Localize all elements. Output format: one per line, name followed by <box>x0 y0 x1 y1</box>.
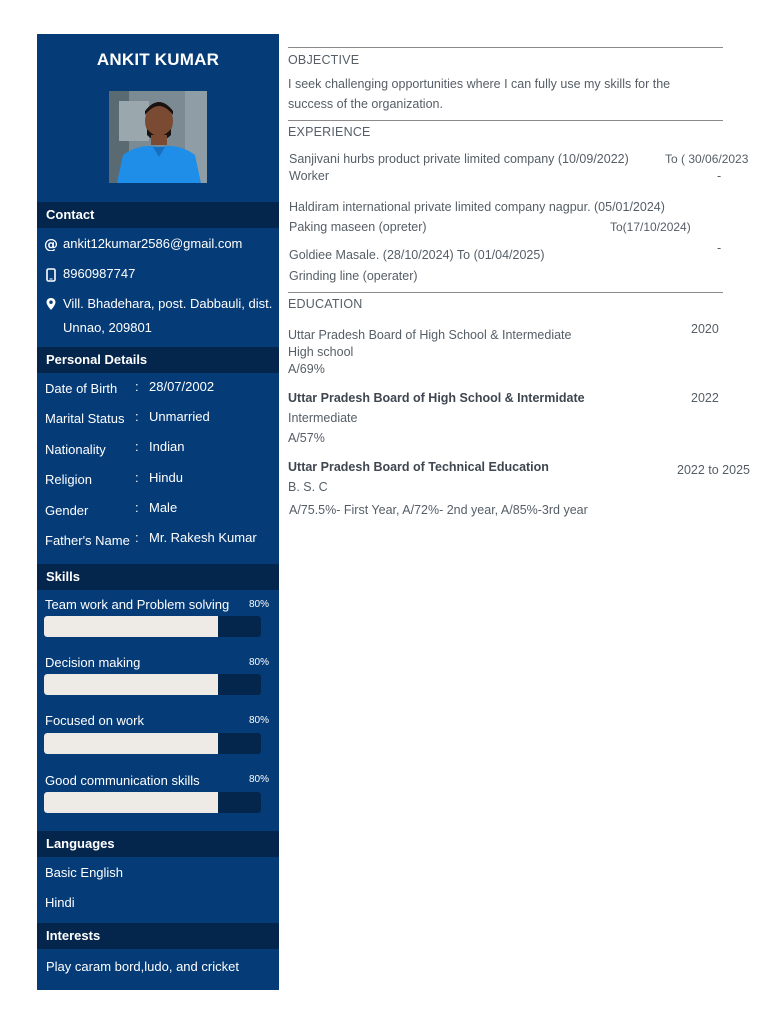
marital-status-label: Marital Status <box>45 411 125 426</box>
experience-end-date: To ( 30/06/2023 <box>665 152 749 166</box>
education-grade: A/69% <box>288 362 325 376</box>
skill-name: Decision making <box>45 655 141 670</box>
dob-value: 28/07/2002 <box>149 379 215 394</box>
skill-percent: 80% <box>249 715 270 726</box>
religion-value: Hindu <box>149 470 183 485</box>
divider <box>288 292 723 293</box>
nationality-colon: : <box>135 439 139 454</box>
experience-end-date: To(17/10/2024) <box>610 220 691 234</box>
education-year: 2020 <box>691 322 719 336</box>
experience-company: Goldiee Masale. (28/10/2024) To (01/04/2025) <box>289 248 545 262</box>
education-board: Uttar Pradesh Board of High School & Intermidate <box>288 391 585 405</box>
nationality-value: Indian <box>149 439 185 454</box>
language-item: Hindi <box>45 895 75 910</box>
marital-status-colon: : <box>135 409 139 424</box>
dob-colon: : <box>135 379 139 394</box>
education-grade: A/57% <box>288 431 325 445</box>
education-level: Intermediate <box>288 411 358 425</box>
skill-percent: 80% <box>249 774 270 785</box>
interests-header: Interests <box>37 923 279 949</box>
marital-status-value: Unmarried <box>149 409 210 424</box>
gender-label: Gender <box>45 503 89 518</box>
skill-name: Team work and Problem solving <box>45 597 230 612</box>
education-level: B. S. C <box>288 480 328 494</box>
education-level: High school <box>288 345 354 359</box>
gender-colon: : <box>135 500 139 515</box>
contact-header: Contact <box>37 202 279 228</box>
experience-dash: - <box>717 169 722 183</box>
education-board: Uttar Pradesh Board of High School & Intermediate <box>288 328 572 342</box>
objective-line1: I seek challenging opportunities where I can fully use my skills for the <box>288 77 671 91</box>
education-grade: A/75.5%- First Year, A/72%- 2nd year, A/85%-3rd year <box>289 503 588 517</box>
experience-role: Grinding line (operater) <box>289 269 418 283</box>
fathers-name-label: Father's Name <box>45 533 130 548</box>
interests-text: Play caram bord,ludo, and cricket <box>46 959 239 974</box>
experience-company: Haldiram international private limited company nagpur. (05/01/2024) <box>289 200 665 214</box>
religion-colon: : <box>135 470 139 485</box>
fathers-name-colon: : <box>135 530 139 545</box>
nationality-label: Nationality <box>45 442 106 457</box>
experience-heading: EXPERIENCE <box>288 125 371 139</box>
skill-name: Good communication skills <box>45 773 200 788</box>
gender-value: Male <box>149 500 178 515</box>
education-year: 2022 <box>691 391 719 405</box>
objective-heading: OBJECTIVE <box>288 53 360 67</box>
languages-header: Languages <box>37 831 279 857</box>
experience-dash: - <box>717 241 722 255</box>
experience-role: Worker <box>289 169 330 183</box>
contact-address-line2: Unnao, 209801 <box>63 320 152 335</box>
svg-text:@: @ <box>44 237 58 251</box>
experience-role: Paking maseen (opreter) <box>289 220 427 234</box>
contact-address-line1: Vill. Bhadehara, post. Dabbauli, dist. <box>63 296 273 311</box>
education-year: 2022 to 2025 <box>677 463 750 477</box>
education-heading: EDUCATION <box>288 297 363 311</box>
divider <box>288 47 723 48</box>
education-board: Uttar Pradesh Board of Technical Education <box>288 460 549 474</box>
objective-line2: success of the organization. <box>288 97 443 111</box>
fathers-name-value: Mr. Rakesh Kumar <box>149 530 257 545</box>
experience-company: Sanjivani hurbs product private limited company (10/09/2022) <box>289 152 629 166</box>
personal-details-header: Personal Details <box>37 347 279 373</box>
contact-email[interactable]: ankit12kumar2586@gmail.com <box>63 236 243 251</box>
skills-header: Skills <box>37 564 279 590</box>
divider <box>288 120 723 121</box>
contact-phone: 8960987747 <box>63 266 136 281</box>
candidate-name: ANKIT KUMAR <box>96 50 220 69</box>
skill-percent: 80% <box>249 657 270 668</box>
skill-name: Focused on work <box>45 713 144 728</box>
language-item: Basic English <box>45 865 124 880</box>
dob-label: Date of Birth <box>45 381 118 396</box>
skill-percent: 80% <box>249 599 270 610</box>
religion-label: Religion <box>45 472 92 487</box>
